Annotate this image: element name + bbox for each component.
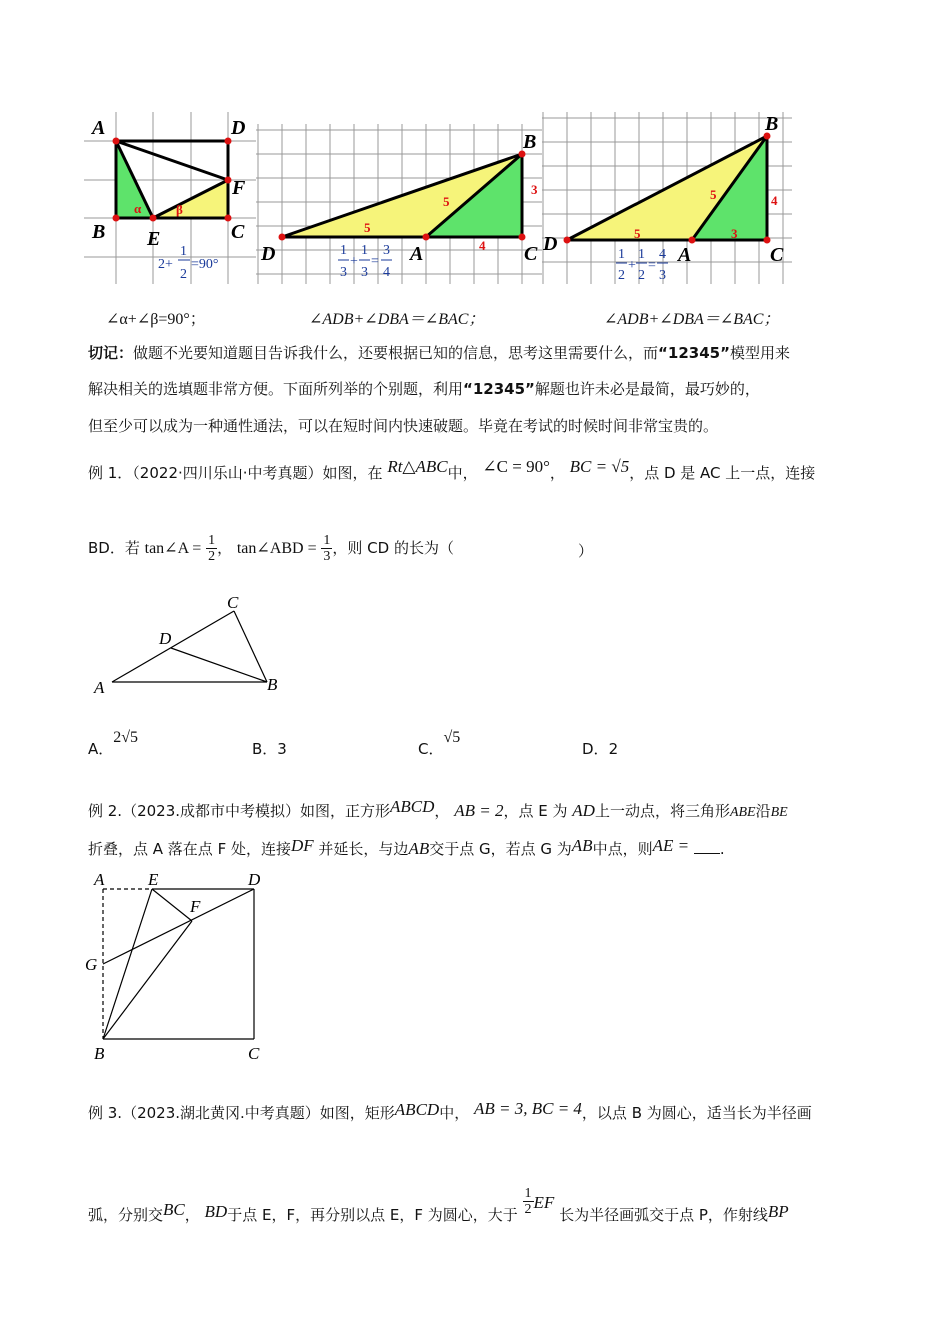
note-line2-bold: “12345”	[463, 380, 535, 398]
ex3-bp: BP	[767, 1202, 789, 1221]
ex3-zhong: 中，	[439, 1104, 470, 1122]
fig3-frac3-den: 3	[659, 268, 666, 283]
fig3-frac1-den: 2	[618, 268, 625, 283]
fig2-seg-4: 4	[479, 238, 486, 253]
caption-figure-2: ∠ADB+∠DBA＝∠BAC；	[309, 311, 485, 328]
ex1-bc: BC = √5	[569, 457, 630, 476]
fig2-plus: +	[350, 254, 358, 269]
fig3-label-c: C	[770, 244, 784, 266]
fig3-seg-5-short: 5	[710, 187, 717, 202]
ex2-line2-a: 折叠，点 A 落在点 F 处，连接	[88, 840, 291, 858]
ex3-half-fraction: $\frac{1}{2}$	[524, 1186, 532, 1217]
fig2-label-a: A	[410, 243, 424, 265]
ex2-ae: AE =	[652, 836, 690, 855]
ex3-bd: BD	[204, 1202, 228, 1221]
fig3-plus: +	[628, 258, 636, 273]
ex2-comma: ，	[434, 802, 450, 820]
note-line1-a: 做题不光要知道题目告诉我什么，还要根据已知的信息，思考这里需要什么，而	[133, 344, 659, 362]
ex2-abcd: ABCD	[390, 797, 435, 816]
caption-figure-1: ∠α+∠β=90°；	[106, 311, 206, 328]
ex1-option-b-label: B．	[252, 740, 278, 758]
ex1-option-c-value: √5	[443, 729, 461, 746]
ex3-line1-a: 例 3.（2023.湖北黄冈.中考真题）如图，矩形	[88, 1104, 395, 1122]
ex3-line2-a: 弧，分别交	[88, 1206, 164, 1224]
ex2-fig-label-b: B	[94, 1044, 105, 1063]
ex1-tail1: ，点 D 是 AC 上一点，连接	[629, 464, 816, 482]
fig2-eq: =	[371, 254, 379, 269]
ex2-period: .	[719, 840, 725, 858]
fig1-label-b: B	[92, 221, 106, 243]
fig2-seg-3: 3	[531, 182, 538, 197]
fig3-frac2-num: 1	[638, 247, 645, 262]
fig2-label-b: B	[523, 131, 537, 153]
ex2-answer-blank[interactable]	[694, 839, 720, 854]
note-line2-b: 解题也许未必是最简，最巧妙的，	[534, 380, 760, 398]
ex2-line1-b: ，点 E 为	[503, 802, 568, 820]
ex1-fig-label-b: B	[267, 675, 278, 694]
ex2-line2-c: 交于点 G，若点 G 为	[429, 840, 572, 858]
ex2-line1-a: 例 2.（2023.成都市中考模拟）如图，正方形	[88, 802, 391, 820]
ex2-fig-label-d: D	[248, 870, 261, 889]
fig2-frac1-num: 1	[340, 243, 347, 258]
fig3-frac1-num: 1	[618, 247, 625, 262]
fig3-seg-5-long: 5	[634, 226, 641, 241]
figure-3-grid-triangle	[542, 112, 792, 284]
figure-2-grid-triangle	[256, 124, 542, 284]
ex1-option-d-value: 2	[608, 740, 619, 758]
fig3-seg-4: 4	[771, 193, 778, 208]
ex1-figure	[92, 590, 292, 700]
fig3-frac3-num: 4	[659, 247, 666, 262]
ex2-yan: 沿	[755, 802, 771, 820]
ex1-tan-a-fraction: $\frac{1}{2}$	[208, 533, 216, 564]
ex1-fig-label-d: D	[159, 629, 172, 648]
fig1-label-a: A	[92, 117, 106, 139]
ex2-line1-c: 上一动点，将三角形	[594, 802, 730, 820]
ex2-be: BE	[770, 805, 788, 820]
ex1-option-a-label: A．	[88, 740, 114, 758]
ex3-line2-b: 于点 E，F，再分别以点 E，F 为圆心，大于	[227, 1206, 518, 1224]
ex1-option-b[interactable]	[252, 738, 287, 760]
fig1-formula-right: =90°	[191, 257, 219, 272]
ex2-ad: AD	[572, 801, 595, 820]
note-line-2	[88, 378, 760, 400]
fig2-frac2-num: 1	[361, 243, 368, 258]
note-label: 切记：	[88, 344, 134, 362]
ex3-dims: AB = 3, BC = 4	[473, 1099, 582, 1118]
ex1-zhong: 中，	[447, 464, 478, 482]
fig1-formula-den: 2	[180, 267, 187, 282]
ex1-comma1: ，	[549, 464, 565, 482]
ex2-fig-label-a: A	[94, 870, 105, 889]
fig2-frac1-den: 3	[340, 265, 347, 280]
fig3-frac2-den: 2	[638, 268, 645, 283]
ex3-line2-c: 长为半径画弧交于点 P，作射线	[559, 1206, 768, 1224]
ex1-line2-b: ，则 CD 的长为（	[332, 539, 454, 557]
fig1-label-d: D	[231, 117, 246, 139]
ex2-df: DF	[290, 836, 314, 855]
ex1-comma2: ，	[217, 539, 233, 557]
ex1-paren-close: ）	[578, 542, 594, 560]
ex1-option-a-value: 2√5	[113, 729, 139, 746]
ex1-option-a[interactable]	[88, 729, 139, 761]
fig1-alpha: α	[134, 201, 142, 216]
fig1-beta: β	[176, 202, 183, 217]
note-line1-b: 模型用来	[729, 344, 790, 362]
ex1-tan-a: tan∠A =	[144, 540, 202, 557]
note-line-1	[88, 342, 790, 364]
ex3-abcd: ABCD	[394, 1100, 440, 1119]
note-line-3: 但至少可以成为一种通性通法，可以在短时间内快速破题。毕竟在考试的时候时间非常宝贵的。	[88, 417, 719, 435]
figure-1-rectangle-model	[84, 112, 256, 284]
fig1-label-e: E	[147, 228, 161, 250]
ex1-tan-abd-fraction: $\frac{1}{3}$	[323, 533, 331, 564]
ex1-angle-c: ∠C = 90°	[482, 457, 550, 476]
ex3-comma: ，	[184, 1206, 200, 1224]
ex1-option-c[interactable]	[418, 729, 461, 761]
ex3-line-1	[88, 1099, 812, 1124]
ex1-rt-abc: Rt△ABC	[387, 457, 448, 476]
ex2-ab-2: AB	[571, 836, 593, 855]
ex1-tan-abd: tan∠ABD =	[236, 540, 317, 557]
fig2-label-c: C	[524, 243, 538, 265]
fig3-label-a: A	[678, 244, 692, 266]
ex2-line2-b: 并延长，与边	[318, 840, 409, 858]
ex2-line-1	[88, 797, 788, 824]
ex3-ef: EF	[533, 1193, 555, 1212]
ex3-line1-b: ，以点 B 为圆心，适当长为半径画	[581, 1104, 812, 1122]
ex2-line-2	[88, 838, 725, 860]
caption-figure-3: ∠ADB+∠DBA＝∠BAC；	[604, 311, 780, 328]
fig3-label-b: B	[765, 113, 779, 135]
fig2-frac2-den: 3	[361, 265, 368, 280]
ex2-fig-label-c: C	[248, 1044, 260, 1063]
ex1-option-d[interactable]	[582, 738, 618, 760]
ex1-line2-a: BD．若	[88, 539, 140, 557]
ex1-head: 例 1．（2022·四川乐山·中考真题）如图，在	[88, 464, 383, 482]
fig1-formula-left: 2+	[158, 257, 173, 272]
ex2-fig-label-g: G	[85, 955, 98, 974]
ex1-option-b-value: 3	[277, 740, 287, 758]
ex1-line-1	[88, 457, 816, 484]
ex1-fig-label-c: C	[227, 593, 239, 612]
ex2-figure	[82, 868, 272, 1064]
ex2-fig-label-f: F	[190, 897, 201, 916]
ex1-fig-label-a: A	[94, 678, 105, 697]
ex2-abe: ABE	[729, 805, 756, 820]
fig1-formula-num: 1	[180, 244, 187, 259]
fig2-seg-5-short: 5	[443, 194, 450, 209]
fig3-seg-3: 3	[731, 226, 738, 241]
ex2-line2-d: 中点，则	[592, 840, 653, 858]
ex2-ab-eq-2: AB = 2	[454, 801, 504, 820]
note-line1-bold: “12345”	[658, 344, 730, 362]
fig2-frac3-num: 3	[383, 243, 390, 258]
ex3-line-2	[88, 1186, 789, 1231]
fig2-seg-5-long: 5	[364, 220, 371, 235]
fig1-label-f: F	[232, 177, 246, 199]
fig2-frac3-den: 4	[383, 265, 390, 280]
fig3-eq: =	[648, 258, 656, 273]
fig3-label-d: D	[543, 233, 558, 255]
fig1-label-c: C	[231, 221, 245, 243]
ex2-fig-label-e: E	[148, 870, 159, 889]
ex3-bc: BC	[163, 1200, 185, 1219]
ex1-line-2	[88, 533, 454, 564]
note-line2-a: 解决相关的选填题非常方便。下面所列举的个别题，利用	[88, 380, 464, 398]
ex1-option-c-label: C．	[418, 740, 444, 758]
fig2-label-d: D	[261, 243, 276, 265]
ex1-option-d-label: D．	[582, 740, 609, 758]
ex2-ab: AB	[408, 839, 430, 858]
